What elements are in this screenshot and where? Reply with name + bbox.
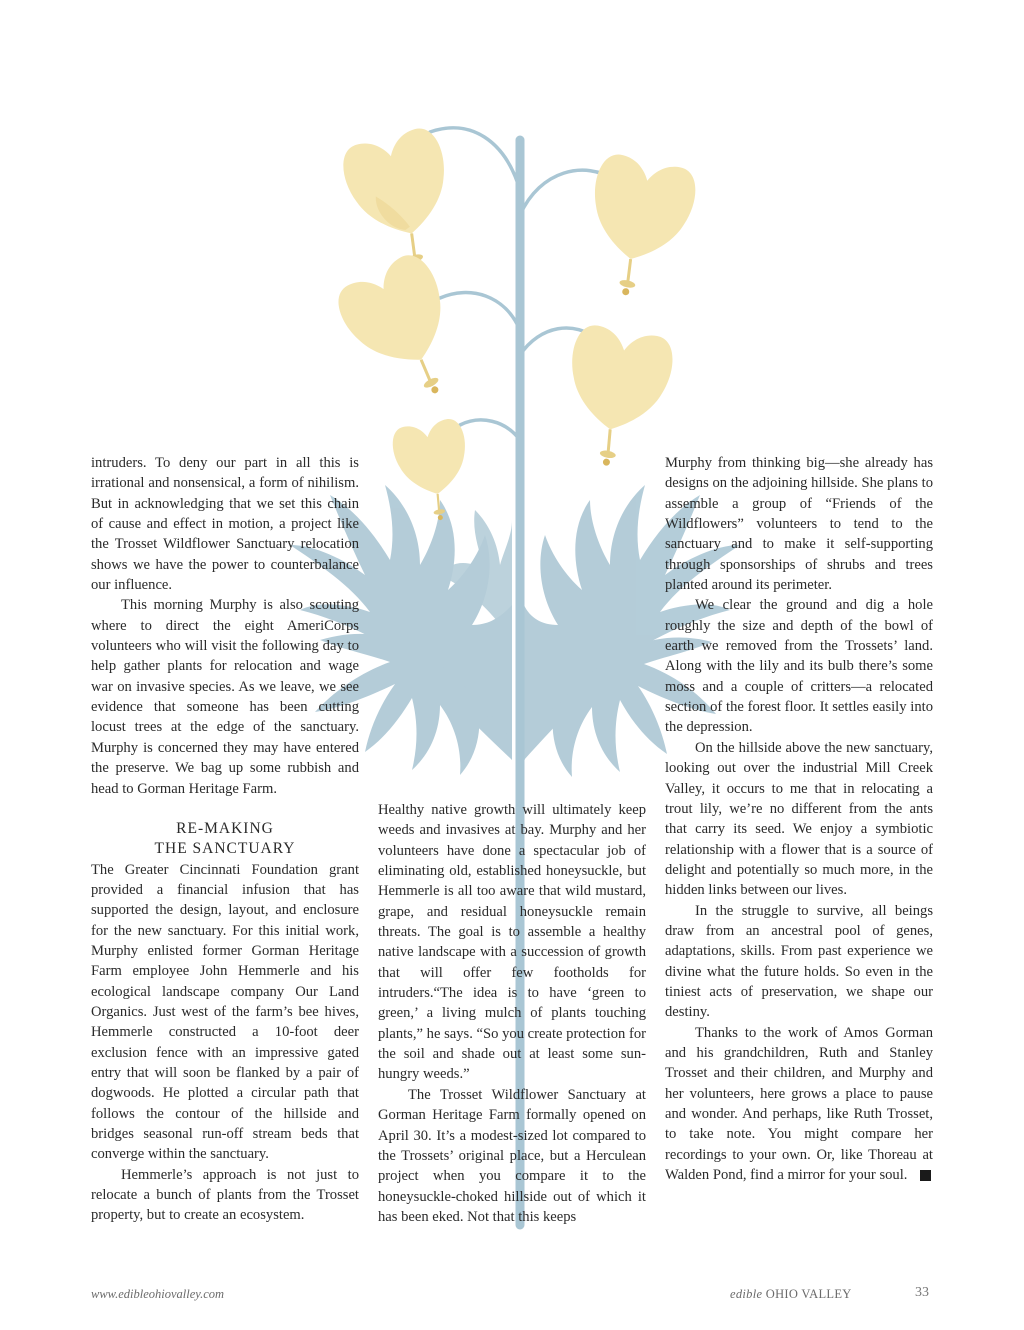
section-heading-line-1: RE-MAKING [176,819,274,837]
flower-2 [574,151,700,305]
paragraph: This morning Murphy is also scouting where to direct the eight AmeriCorps volunteers who will visit the following day to help gather plants for relocation and wage war on invasive species. As we leave, we see evidence that someone has been cutting locust trees at the edge of the sanctuary. Murphy is concerned they may have entered the preserve. We bag up some rubbish and head to Gorman Heritage Farm. [91,597,359,797]
section-heading-line-2: THE SANCTUARY [154,840,296,858]
paragraph: We clear the ground and dig a hole roughly the size and depth of the bowl of earth we removed from the Trossets’ land. Along with the lily and its bulb there’s some moss and a couple of critters—a relocated section of the forest floor. It settles easily into the depression. [665,597,933,736]
paragraph [665,1023,933,1186]
text-column-1 [91,453,359,1226]
paragraph: Healthy native growth will ultimately keep weeds and invasives at bay. Murphy and her volunteers have done a spectacular job of eliminating old, established honeysuckle, but Hemmerle is all too aware that wild mustard, grape, and residual honeysuckle remain threats. The goal is to assemble a healthy native landscape with a succession of growth that will offer few footholds for intruders.“The idea is to have ‘green to green,’ a living mulch of plants touching plants,” he says. “So you create protection for the soil and shade out at least some sun-hungry weeds.” [378,802,646,1083]
text-column-2 [378,800,646,1227]
magazine-name [730,1287,852,1302]
flower-4 [555,322,677,474]
magazine-name-italic: edible [730,1287,763,1301]
page-number: 33 [915,1285,929,1300]
end-of-article-square-icon [920,1170,931,1181]
paragraph: In the struggle to survive, all beings draw from an ancestral pool of genes, adaptations, skills. From past experience we divine what the future holds. So even in the tiniest acts of preservation, we shape our destiny. [665,902,933,1021]
magazine-name-rest: OHIO VALLEY [762,1287,852,1301]
paragraph: The Trosset Wildflower Sanctuary at Gorman Heritage Farm formally opened on April 30. It’s a modest-sized lot compared to the Trossets’ original place, but a Herculean project when you compare it to the honeysuckle-choked hillside out of which it has been eked. Not that this keeps [378,1086,646,1225]
website-url: www.edibleohiovalley.com [91,1287,225,1301]
paragraph: Hemmerle’s approach is not just to relocate a bunch of plants from the Trosset property, but to create an ecosystem. [91,1166,359,1224]
text-column-3 [665,453,933,1185]
paragraph: Murphy from thinking big—she already has designs on the adjoining hillside. She plans to assemble a group of “Friends of the Wildflowers” volunteers to tend to the sanctuary and to make it self-supporting through sponsorships of shrubs and trees planted around its perimeter. [665,455,933,594]
paragraph-text: Thanks to the work of Amos Gorman and his grandchildren, Ruth and Stanley Trosset and their children, and Murphy and her volunteers, here grows a place to pause and wonder. And perhaps, like Ruth Trosset, to take note. You might compare her recordings to your own. Or, like Thoreau at Walden Pond, find a mirror for your soul. [665,1024,933,1184]
flower-3 [330,248,482,415]
paragraph: On the hillside above the new sanctuary, looking out over the industrial Mill Creek Valley, it occurs to me that in relocating a trout lily, we’re no different from the ants that carry its seed. We enjoy a symbiotic relationship with a flower that is a source of delight and potentially so much more, in the hidden links between our lives. [665,739,933,899]
paragraph: intruders. To deny our part in all this is irrational and nonsensical, a form of nihilism. But in acknowledging that we set this chain of cause and effect in motion, a project like the Trosset Wildflower Sanctuary relocation shows we have the power to counterbalance our influence. [91,455,359,594]
flowers [330,124,700,526]
section-heading [91,819,359,860]
paragraph: The Greater Cincinnati Foundation grant provided a financial infusion that has supported the design, layout, and enclosure for the new sanctuary. For this initial work, Murphy enlisted former Gorman Heritage Farm employee John Hemmerle and his ecological landscape company Our Land Organics. Just west of the farm’s bee hives, Hemmerle constructed a 10-foot deer exclusion fence with an impressive gated entry that will soon be flanked by a pair of dogwoods. He plotted a circular path that follows the contour of the hillside and bridges seasonal run-off stream beds that converge within the sanctuary. [91,861,359,1163]
